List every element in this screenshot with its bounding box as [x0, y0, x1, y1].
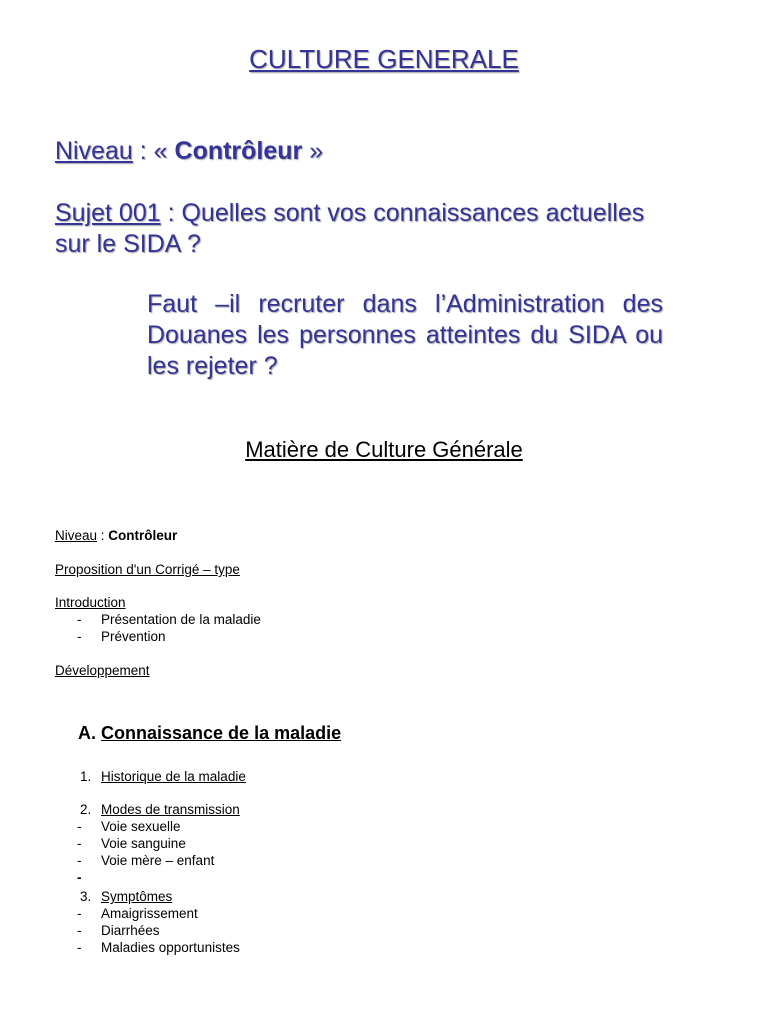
list-item: - Voie mère – enfant: [77, 853, 215, 868]
sujet-heading: [55, 198, 655, 260]
matiere-heading: Matière de Culture Générale: [245, 437, 523, 462]
list-item: - Présentation de la maladie: [77, 612, 261, 627]
sub-question: Faut –il recruter dans l’Administration des Douanes les personnes atteintes du SIDA ou les rejeter ?: [147, 290, 663, 380]
introduction-heading: Introduction: [55, 595, 126, 610]
list-item: - Diarrhées: [77, 923, 160, 938]
niveau-value: Contrôleur: [174, 137, 303, 165]
body-niveau: Niveau : Contrôleur: [55, 528, 178, 543]
list-item: - Voie sanguine: [77, 836, 186, 851]
niveau-heading: [55, 136, 323, 167]
subsection-1: 1. Historique de la maladie: [80, 769, 246, 784]
niveau-separator: : «: [132, 137, 175, 165]
document-title: CULTURE GENERALE: [249, 44, 519, 74]
sujet-question: : Quelles sont vos connaissances actuelles sur le SIDA ?: [55, 199, 645, 258]
list-item: - Amaigrissement: [77, 906, 198, 921]
list-item: - Voie sexuelle: [77, 819, 181, 834]
sujet-label: Sujet 001: [55, 199, 161, 227]
subsection-3: 3. Symptômes - Amaigrissement - Diarrhées - Maladies opportunistes: [55, 888, 240, 956]
proposition-heading: Proposition d'un Corrigé – type: [55, 562, 240, 577]
list-item: - Maladies opportunistes: [77, 940, 240, 955]
section-a-heading: A. Connaissance de la maladie: [78, 723, 342, 743]
subsection-2: 2. Modes de transmission - Voie sexuelle - Voie sanguine - Voie mère – enfant -: [55, 801, 240, 869]
niveau-label: Niveau: [55, 137, 133, 165]
developpement-heading: Développement: [55, 663, 150, 678]
niveau-close: »: [302, 137, 324, 165]
list-item: - Prévention: [77, 629, 166, 644]
introduction-section: [55, 594, 261, 645]
